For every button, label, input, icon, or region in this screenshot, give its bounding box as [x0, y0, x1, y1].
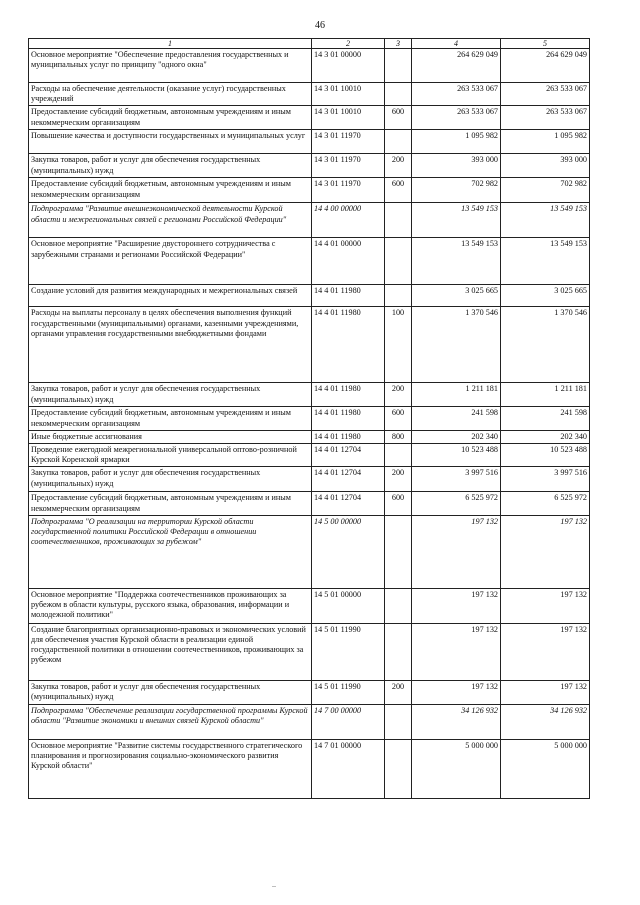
row-name-cell: Закупка товаров, работ и услуг для обеспечения государственных (муниципальных) нужд: [29, 154, 312, 178]
row-amount-col5-cell: 197 132: [501, 623, 590, 680]
row-type-cell: [385, 49, 412, 83]
row-code-cell: 14 4 01 11980: [312, 383, 385, 407]
row-code-cell: 14 5 01 11990: [312, 680, 385, 704]
row-amount-col5-cell: 5 000 000: [501, 739, 590, 798]
row-amount-col5-cell: 1 211 181: [501, 383, 590, 407]
row-amount-col4-cell: 263 533 067: [412, 106, 501, 130]
row-name-cell: Иные бюджетные ассигнования: [29, 430, 312, 443]
row-type-cell: 200: [385, 680, 412, 704]
row-name-cell: Проведение ежегодной межрегиональной универсальной оптово-розничной Курской Коренской ярмарки: [29, 444, 312, 467]
table-row: [29, 130, 590, 154]
row-name-cell: Подпрограмма "Обеспечение реализации государственной программы Курской области "Развитие экономики и внешних связей Курской области": [29, 704, 312, 739]
row-amount-col5-cell: 197 132: [501, 680, 590, 704]
row-amount-col5-cell: 34 126 932: [501, 704, 590, 739]
row-code-cell: 14 7 00 00000: [312, 704, 385, 739]
row-code-cell: 14 3 01 11970: [312, 178, 385, 203]
table-row: [29, 307, 590, 383]
row-amount-col4-cell: 1 095 982: [412, 130, 501, 154]
table-row: [29, 467, 590, 492]
row-amount-col4-cell: 6 525 972: [412, 492, 501, 515]
row-amount-col5-cell: 263 533 067: [501, 83, 590, 106]
row-amount-col4-cell: 1 370 546: [412, 307, 501, 383]
page-number: 46: [315, 20, 325, 31]
row-code-cell: 14 4 01 12704: [312, 492, 385, 515]
row-amount-col4-cell: 702 982: [412, 178, 501, 203]
table-row: [29, 154, 590, 178]
row-amount-col5-cell: 702 982: [501, 178, 590, 203]
row-amount-col4-cell: 197 132: [412, 680, 501, 704]
row-type-cell: [385, 238, 412, 285]
row-name-cell: Повышение качества и доступности государственных и муниципальных услуг: [29, 130, 312, 154]
row-name-cell: Предоставление субсидий бюджетным, автономным учреждениям и иным некоммерческим организациям: [29, 178, 312, 203]
row-amount-col4-cell: 197 132: [412, 515, 501, 588]
row-amount-col5-cell: 6 525 972: [501, 492, 590, 515]
table-row: [29, 680, 590, 704]
row-code-cell: 14 3 01 11970: [312, 130, 385, 154]
row-amount-col5-cell: 202 340: [501, 430, 590, 443]
table-row: [29, 739, 590, 798]
footer-mark: ..: [272, 880, 276, 889]
row-code-cell: 14 4 01 11980: [312, 307, 385, 383]
row-amount-col4-cell: 202 340: [412, 430, 501, 443]
row-name-cell: Закупка товаров, работ и услуг для обеспечения государственных (муниципальных) нужд: [29, 383, 312, 407]
table-body: [29, 39, 590, 799]
row-type-cell: [385, 285, 412, 307]
table-row: [29, 106, 590, 130]
header-cell: 4: [412, 39, 501, 49]
table-row: [29, 178, 590, 203]
row-type-cell: [385, 203, 412, 238]
row-code-cell: 14 3 01 10010: [312, 83, 385, 106]
row-type-cell: 800: [385, 430, 412, 443]
table-row: [29, 407, 590, 430]
row-type-cell: [385, 130, 412, 154]
table-row: [29, 203, 590, 238]
budget-table: [28, 38, 590, 799]
row-name-cell: Основное мероприятие "Обеспечение предоставления государственных и муниципальных услуг по принципу "одного окна": [29, 49, 312, 83]
row-code-cell: 14 4 01 11980: [312, 285, 385, 307]
row-name-cell: Основное мероприятие "Расширение двустороннего сотрудничества с зарубежными странами и регионами Российской Федерации": [29, 238, 312, 285]
row-amount-col4-cell: 197 132: [412, 588, 501, 623]
row-type-cell: 200: [385, 383, 412, 407]
table-row: [29, 588, 590, 623]
table-row: [29, 492, 590, 515]
row-code-cell: 14 3 01 10010: [312, 106, 385, 130]
row-amount-col5-cell: 241 598: [501, 407, 590, 430]
row-type-cell: 100: [385, 307, 412, 383]
row-type-cell: [385, 444, 412, 467]
row-type-cell: [385, 588, 412, 623]
row-type-cell: [385, 704, 412, 739]
row-amount-col4-cell: 3 025 665: [412, 285, 501, 307]
row-amount-col5-cell: 197 132: [501, 515, 590, 588]
row-type-cell: 600: [385, 106, 412, 130]
row-name-cell: Предоставление субсидий бюджетным, автономным учреждениям и иным некоммерческим организациям: [29, 407, 312, 430]
row-type-cell: [385, 515, 412, 588]
row-amount-col4-cell: 263 533 067: [412, 83, 501, 106]
row-name-cell: Закупка товаров, работ и услуг для обеспечения государственных (муниципальных) нужд: [29, 680, 312, 704]
row-amount-col5-cell: 1 095 982: [501, 130, 590, 154]
row-amount-col5-cell: 10 523 488: [501, 444, 590, 467]
row-code-cell: 14 7 01 00000: [312, 739, 385, 798]
row-code-cell: 14 4 01 12704: [312, 444, 385, 467]
row-type-cell: 600: [385, 492, 412, 515]
row-name-cell: Расходы на выплаты персоналу в целях обеспечения выполнения функций государственными (муниципальными) органами, казенными учреждениями, органами управления государственными внебюджетными фондами: [29, 307, 312, 383]
row-name-cell: Расходы на обеспечение деятельности (оказание услуг) государственных учреждений: [29, 83, 312, 106]
header-cell: 1: [29, 39, 312, 49]
row-name-cell: Создание благоприятных организационно-правовых и экономических условий для обеспечения участия Курской области в реализации единой государственной политики в отношении соотечественников, проживающих за рубежом: [29, 623, 312, 680]
row-name-cell: Основное мероприятие "Поддержка соотечественников проживающих за рубежом в области культуры, русского языка, образования, информации и молодежной политики": [29, 588, 312, 623]
row-code-cell: 14 3 01 11970: [312, 154, 385, 178]
row-amount-col5-cell: 1 370 546: [501, 307, 590, 383]
row-code-cell: 14 4 01 11980: [312, 407, 385, 430]
row-code-cell: 14 4 00 00000: [312, 203, 385, 238]
table-row: [29, 623, 590, 680]
row-amount-col4-cell: 1 211 181: [412, 383, 501, 407]
table-row: [29, 704, 590, 739]
row-amount-col5-cell: 13 549 153: [501, 238, 590, 285]
row-code-cell: 14 4 01 00000: [312, 238, 385, 285]
row-amount-col5-cell: 3 997 516: [501, 467, 590, 492]
table-row: [29, 83, 590, 106]
row-amount-col4-cell: 3 997 516: [412, 467, 501, 492]
row-amount-col4-cell: 197 132: [412, 623, 501, 680]
table-row: [29, 49, 590, 83]
header-cell: 3: [385, 39, 412, 49]
row-code-cell: 14 5 01 11990: [312, 623, 385, 680]
row-code-cell: 14 4 01 11980: [312, 430, 385, 443]
table-row: [29, 383, 590, 407]
header-cell: 2: [312, 39, 385, 49]
row-amount-col5-cell: 3 025 665: [501, 285, 590, 307]
table-row: [29, 430, 590, 443]
row-code-cell: 14 5 00 00000: [312, 515, 385, 588]
row-code-cell: 14 4 01 12704: [312, 467, 385, 492]
row-type-cell: [385, 739, 412, 798]
row-amount-col5-cell: 264 629 049: [501, 49, 590, 83]
row-type-cell: 200: [385, 154, 412, 178]
row-amount-col4-cell: 13 549 153: [412, 203, 501, 238]
row-name-cell: Основное мероприятие "Развитие системы государственного стратегического планирования и прогнозирования социально-экономического развития Курской области": [29, 739, 312, 798]
row-amount-col4-cell: 10 523 488: [412, 444, 501, 467]
header-cell: 5: [501, 39, 590, 49]
row-name-cell: Подпрограмма "Развитие внешнеэкономической деятельности Курской области и межрегиональных связей с регионами Российской Федерации": [29, 203, 312, 238]
table-row: [29, 238, 590, 285]
row-type-cell: 200: [385, 467, 412, 492]
row-code-cell: 14 5 01 00000: [312, 588, 385, 623]
row-amount-col4-cell: 393 000: [412, 154, 501, 178]
row-name-cell: Создание условий для развития международных и межрегиональных связей: [29, 285, 312, 307]
row-amount-col5-cell: 197 132: [501, 588, 590, 623]
row-code-cell: 14 3 01 00000: [312, 49, 385, 83]
row-name-cell: Предоставление субсидий бюджетным, автономным учреждениям и иным некоммерческим организациям: [29, 106, 312, 130]
row-amount-col4-cell: 264 629 049: [412, 49, 501, 83]
row-amount-col5-cell: 393 000: [501, 154, 590, 178]
row-type-cell: [385, 623, 412, 680]
row-amount-col4-cell: 34 126 932: [412, 704, 501, 739]
table-row: [29, 444, 590, 467]
row-type-cell: 600: [385, 407, 412, 430]
row-name-cell: Предоставление субсидий бюджетным, автономным учреждениям и иным некоммерческим организациям: [29, 492, 312, 515]
row-amount-col5-cell: 263 533 067: [501, 106, 590, 130]
row-amount-col5-cell: 13 549 153: [501, 203, 590, 238]
row-name-cell: Подпрограмма "О реализации на территории Курской области государственной политики Российской Федерации в отношении соотечественников, проживающих за рубежом": [29, 515, 312, 588]
row-name-cell: Закупка товаров, работ и услуг для обеспечения государственных (муниципальных) нужд: [29, 467, 312, 492]
row-amount-col4-cell: 241 598: [412, 407, 501, 430]
row-amount-col4-cell: 5 000 000: [412, 739, 501, 798]
row-type-cell: [385, 83, 412, 106]
header-row: [29, 39, 590, 49]
row-amount-col4-cell: 13 549 153: [412, 238, 501, 285]
row-type-cell: 600: [385, 178, 412, 203]
table-row: [29, 285, 590, 307]
table-row: [29, 515, 590, 588]
